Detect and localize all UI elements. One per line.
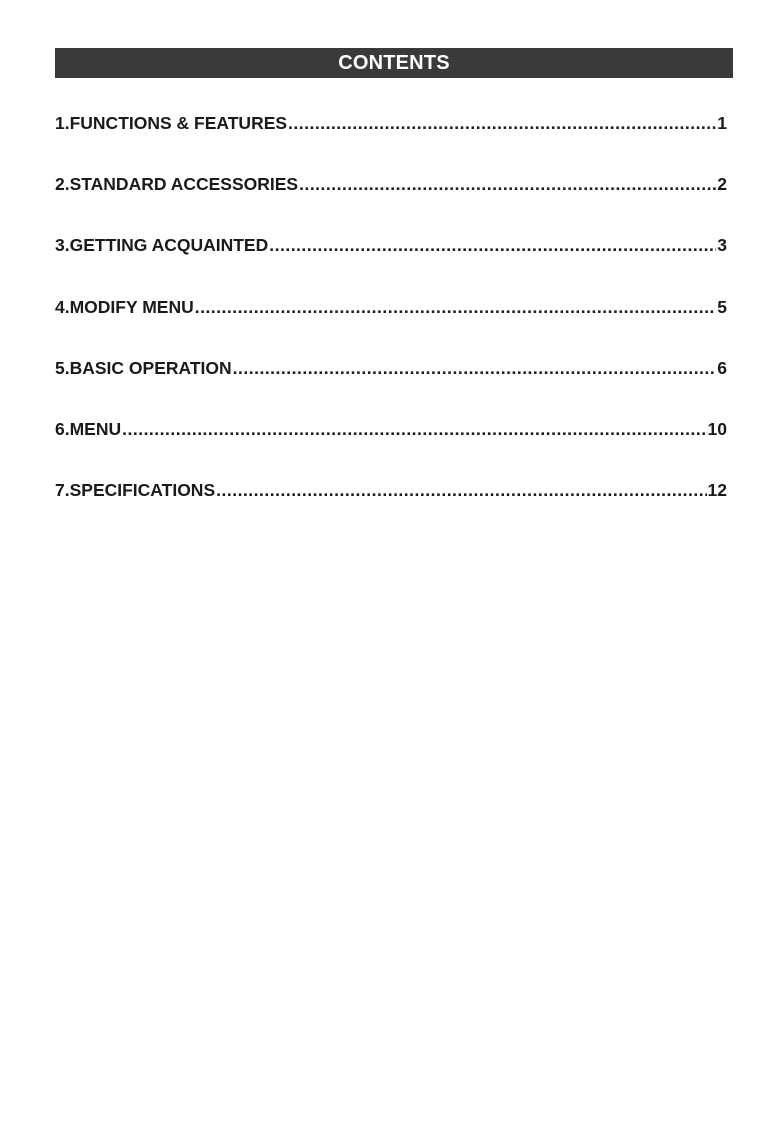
toc-dot-leader bbox=[122, 414, 706, 444]
toc-entry-page: 2 bbox=[717, 174, 727, 195]
toc-entry-menu[interactable] bbox=[55, 414, 727, 475]
toc-entry-standard-accessories[interactable] bbox=[55, 169, 727, 230]
toc-entry-label: 1.FUNCTIONS & FEATURES bbox=[55, 113, 288, 133]
toc-entry-page: 6 bbox=[717, 357, 727, 378]
toc-entry-label: 4.MODIFY MENU bbox=[55, 296, 194, 317]
contents-title: CONTENTS bbox=[55, 48, 733, 78]
table-of-contents bbox=[55, 108, 727, 536]
toc-dot-leader bbox=[269, 230, 716, 260]
toc-entry-page: 5 bbox=[717, 296, 727, 317]
toc-entry-functions-features[interactable] bbox=[55, 108, 727, 169]
toc-entry-page: 10 bbox=[707, 418, 727, 439]
toc-dot-leader bbox=[216, 475, 706, 505]
toc-dot-leader bbox=[195, 292, 717, 322]
toc-entry-label: 5.BASIC OPERATION bbox=[55, 357, 232, 378]
toc-entry-getting-acquainted[interactable] bbox=[55, 230, 727, 291]
toc-entry-label: 7.SPECIFICATIONS bbox=[55, 480, 216, 501]
toc-entry-page: 3 bbox=[717, 235, 727, 256]
toc-entry-page: 12 bbox=[707, 480, 727, 501]
toc-entry-label: 2.STANDARD ACCESSORIES bbox=[55, 174, 299, 195]
toc-entry-modify-menu[interactable] bbox=[55, 292, 727, 353]
toc-entry-basic-operation[interactable] bbox=[55, 353, 727, 414]
toc-entry-label: 6.MENU bbox=[55, 418, 122, 439]
toc-entry-page: 1 bbox=[717, 113, 727, 133]
toc-dot-leader bbox=[233, 353, 717, 383]
toc-entry-label: 3.GETTING ACQUAINTED bbox=[55, 235, 269, 256]
toc-entry-specifications[interactable] bbox=[55, 475, 727, 536]
toc-dot-leader bbox=[288, 108, 716, 138]
toc-dot-leader bbox=[299, 169, 716, 199]
